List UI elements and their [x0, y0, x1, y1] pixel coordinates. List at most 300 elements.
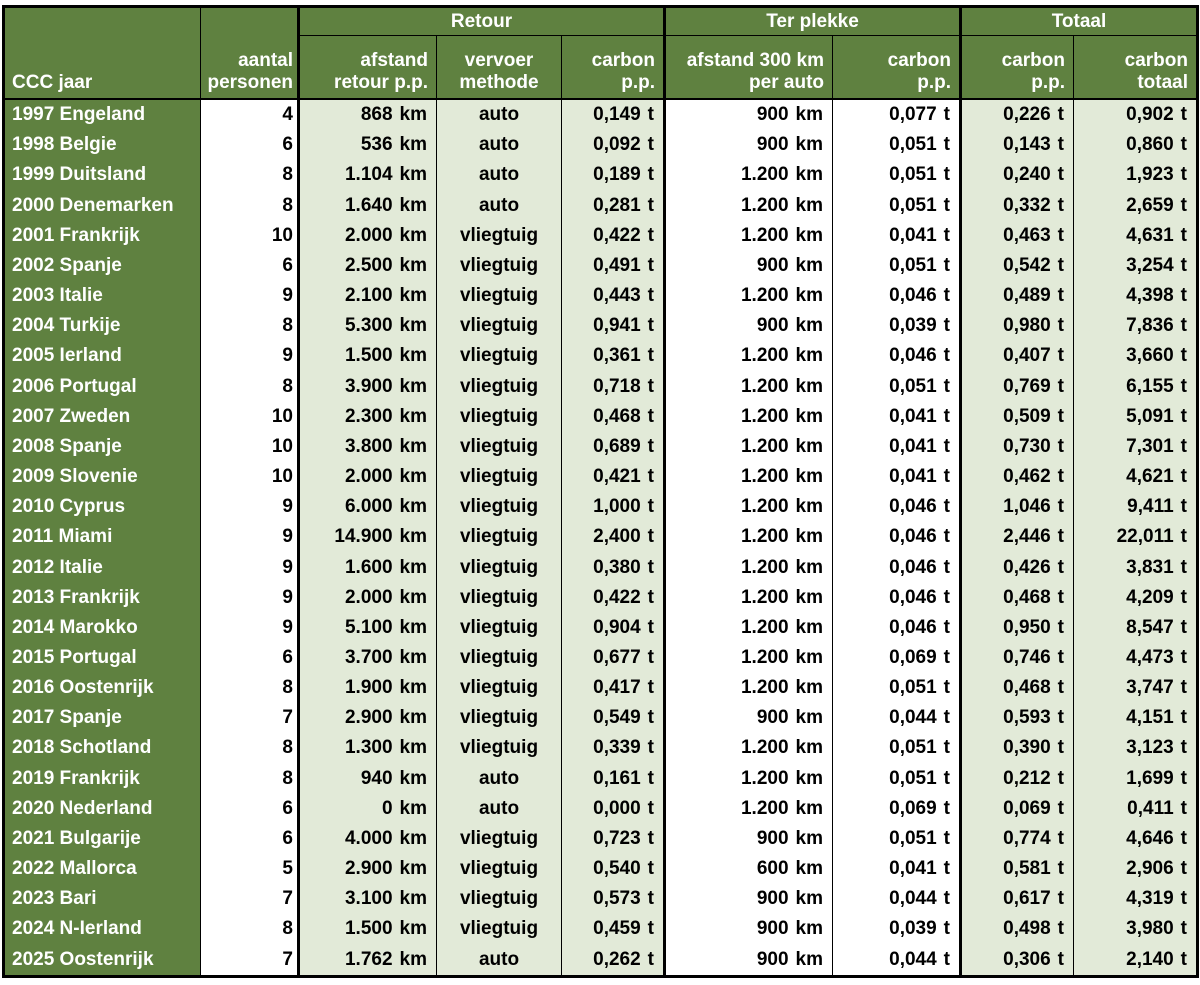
cell-carbon-pp-totaal[interactable]: [959, 643, 1073, 673]
cell-carbon-totaal[interactable]: [1073, 884, 1196, 914]
header-carbon-ter-plekke[interactable]: [832, 36, 959, 100]
cell-ccc-jaar[interactable]: 2005 Ierland: [5, 341, 200, 371]
cell-afstand-retour[interactable]: [297, 884, 436, 914]
cell-vervoer-methode[interactable]: auto: [436, 944, 561, 974]
cell-carbon-ter-plekke[interactable]: [832, 673, 959, 703]
cell-carbon-pp-totaal[interactable]: [959, 733, 1073, 763]
cell-carbon-totaal[interactable]: [1073, 914, 1196, 944]
cell-afstand-ter-plekke[interactable]: [663, 583, 832, 613]
cell-carbon-totaal[interactable]: [1073, 552, 1196, 582]
cell-carbon-ter-plekke[interactable]: [832, 824, 959, 854]
cell-afstand-ter-plekke[interactable]: [663, 914, 832, 944]
cell-carbon-retour[interactable]: [561, 100, 663, 130]
cell-vervoer-methode[interactable]: vliegtuig: [436, 703, 561, 733]
cell-ccc-jaar[interactable]: 2015 Portugal: [5, 643, 200, 673]
cell-afstand-retour[interactable]: [297, 190, 436, 220]
cell-afstand-ter-plekke[interactable]: [663, 854, 832, 884]
cell-afstand-ter-plekke[interactable]: [663, 462, 832, 492]
cell-carbon-retour[interactable]: [561, 311, 663, 341]
cell-afstand-ter-plekke[interactable]: [663, 190, 832, 220]
header-aantal-personen[interactable]: [200, 8, 297, 100]
cell-vervoer-methode[interactable]: auto: [436, 160, 561, 190]
cell-aantal-personen[interactable]: 9: [200, 341, 297, 371]
cell-ccc-jaar[interactable]: 1998 Belgie: [5, 130, 200, 160]
cell-afstand-ter-plekke[interactable]: [663, 341, 832, 371]
cell-ccc-jaar[interactable]: 2016 Oostenrijk: [5, 673, 200, 703]
cell-carbon-ter-plekke[interactable]: [832, 371, 959, 401]
cell-carbon-totaal[interactable]: [1073, 251, 1196, 281]
cell-vervoer-methode[interactable]: vliegtuig: [436, 281, 561, 311]
cell-vervoer-methode[interactable]: vliegtuig: [436, 341, 561, 371]
cell-carbon-retour[interactable]: [561, 492, 663, 522]
cell-vervoer-methode[interactable]: vliegtuig: [436, 673, 561, 703]
cell-carbon-pp-totaal[interactable]: [959, 190, 1073, 220]
cell-ccc-jaar[interactable]: 2007 Zweden: [5, 402, 200, 432]
cell-carbon-totaal[interactable]: [1073, 583, 1196, 613]
cell-carbon-totaal[interactable]: [1073, 402, 1196, 432]
cell-afstand-retour[interactable]: [297, 944, 436, 974]
cell-aantal-personen[interactable]: 6: [200, 251, 297, 281]
cell-carbon-ter-plekke[interactable]: [832, 160, 959, 190]
cell-carbon-ter-plekke[interactable]: [832, 432, 959, 462]
cell-carbon-pp-totaal[interactable]: [959, 583, 1073, 613]
cell-vervoer-methode[interactable]: vliegtuig: [436, 854, 561, 884]
cell-afstand-retour[interactable]: [297, 824, 436, 854]
value: 2,446: [1003, 526, 1051, 548]
cell-vervoer-methode[interactable]: vliegtuig: [436, 643, 561, 673]
cell-ccc-jaar[interactable]: 2006 Portugal: [5, 371, 200, 401]
cell-afstand-ter-plekke[interactable]: [663, 763, 832, 793]
unit-label: t: [943, 285, 950, 307]
header-carbon-retour[interactable]: [561, 36, 663, 100]
cell-carbon-ter-plekke[interactable]: [832, 100, 959, 130]
cell-carbon-retour[interactable]: [561, 522, 663, 552]
cell-carbon-retour[interactable]: [561, 341, 663, 371]
cell-aantal-personen[interactable]: 10: [200, 462, 297, 492]
cell-afstand-ter-plekke[interactable]: [663, 673, 832, 703]
header-carbon-pp-totaal[interactable]: [959, 36, 1073, 100]
cell-ccc-jaar[interactable]: 2014 Marokko: [5, 613, 200, 643]
cell-vervoer-methode[interactable]: vliegtuig: [436, 311, 561, 341]
cell-vervoer-methode[interactable]: vliegtuig: [436, 914, 561, 944]
group-header-totaal[interactable]: Totaal: [959, 8, 1196, 36]
cell-aantal-personen[interactable]: 6: [200, 824, 297, 854]
cell-ccc-jaar[interactable]: 2012 Italie: [5, 552, 200, 582]
header-vervoer-methode[interactable]: [436, 36, 561, 100]
cell-afstand-retour[interactable]: [297, 371, 436, 401]
cell-ccc-jaar[interactable]: 2018 Schotland: [5, 733, 200, 763]
cell-carbon-totaal[interactable]: [1073, 824, 1196, 854]
cell-afstand-ter-plekke[interactable]: [663, 100, 832, 130]
cell-carbon-totaal[interactable]: [1073, 432, 1196, 462]
header-afstand-ter-plekke-line2: per auto: [749, 72, 824, 94]
cell-carbon-retour[interactable]: [561, 371, 663, 401]
cell-carbon-pp-totaal[interactable]: [959, 884, 1073, 914]
cell-carbon-retour[interactable]: [561, 462, 663, 492]
cell-afstand-retour[interactable]: [297, 552, 436, 582]
cell-afstand-retour[interactable]: [297, 613, 436, 643]
cell-aantal-personen[interactable]: 9: [200, 613, 297, 643]
cell-ccc-jaar[interactable]: 2019 Frankrijk: [5, 763, 200, 793]
group-header-ter-plekke[interactable]: Ter plekke: [663, 8, 959, 36]
header-carbon-totaal[interactable]: [1073, 36, 1196, 100]
cell-afstand-ter-plekke[interactable]: [663, 794, 832, 824]
cell-carbon-ter-plekke[interactable]: [832, 462, 959, 492]
cell-carbon-retour[interactable]: [561, 854, 663, 884]
cell-aantal-personen[interactable]: 7: [200, 944, 297, 974]
cell-aantal-personen[interactable]: 6: [200, 794, 297, 824]
cell-afstand-retour[interactable]: [297, 673, 436, 703]
cell-carbon-retour[interactable]: [561, 944, 663, 974]
cell-afstand-ter-plekke[interactable]: [663, 824, 832, 854]
cell-ccc-jaar[interactable]: 2022 Mallorca: [5, 854, 200, 884]
cell-afstand-retour[interactable]: [297, 130, 436, 160]
cell-ccc-jaar[interactable]: 2020 Nederland: [5, 794, 200, 824]
cell-vervoer-methode[interactable]: vliegtuig: [436, 613, 561, 643]
cell-aantal-personen[interactable]: 10: [200, 402, 297, 432]
cell-afstand-ter-plekke[interactable]: [663, 703, 832, 733]
cell-afstand-retour[interactable]: [297, 733, 436, 763]
cell-carbon-retour[interactable]: [561, 552, 663, 582]
value: 1.200: [740, 646, 789, 668]
cell-carbon-pp-totaal[interactable]: [959, 492, 1073, 522]
cell-carbon-retour[interactable]: [561, 703, 663, 733]
cell-carbon-retour[interactable]: [561, 794, 663, 824]
cell-carbon-ter-plekke[interactable]: [832, 914, 959, 944]
header-afstand-retour[interactable]: [297, 36, 436, 100]
cell-carbon-ter-plekke[interactable]: [832, 221, 959, 251]
value: 0,212: [1003, 767, 1051, 789]
cell-vervoer-methode[interactable]: vliegtuig: [436, 522, 561, 552]
cell-aantal-personen[interactable]: 6: [200, 130, 297, 160]
cell-afstand-retour[interactable]: [297, 160, 436, 190]
cell-aantal-personen[interactable]: 8: [200, 371, 297, 401]
cell-carbon-retour[interactable]: [561, 583, 663, 613]
cell-carbon-ter-plekke[interactable]: [832, 552, 959, 582]
cell-carbon-pp-totaal[interactable]: [959, 914, 1073, 944]
value: 4,319: [1126, 888, 1174, 910]
cell-afstand-retour[interactable]: [297, 643, 436, 673]
cell-afstand-ter-plekke[interactable]: [663, 492, 832, 522]
cell-ccc-jaar[interactable]: 2017 Spanje: [5, 703, 200, 733]
cell-ccc-jaar[interactable]: 2002 Spanje: [5, 251, 200, 281]
cell-ccc-jaar[interactable]: 2010 Cyprus: [5, 492, 200, 522]
cell-ccc-jaar[interactable]: 2013 Frankrijk: [5, 583, 200, 613]
cell-aantal-personen[interactable]: 7: [200, 884, 297, 914]
cell-carbon-ter-plekke[interactable]: [832, 854, 959, 884]
cell-carbon-totaal[interactable]: [1073, 160, 1196, 190]
cell-carbon-retour[interactable]: [561, 130, 663, 160]
cell-carbon-ter-plekke[interactable]: [832, 643, 959, 673]
cell-aantal-personen[interactable]: 4: [200, 100, 297, 130]
cell-carbon-pp-totaal[interactable]: [959, 341, 1073, 371]
cell-afstand-retour[interactable]: [297, 311, 436, 341]
cell-carbon-totaal[interactable]: [1073, 371, 1196, 401]
cell-carbon-retour[interactable]: [561, 281, 663, 311]
cell-vervoer-methode[interactable]: vliegtuig: [436, 733, 561, 763]
cell-afstand-retour[interactable]: [297, 763, 436, 793]
cell-vervoer-methode[interactable]: vliegtuig: [436, 583, 561, 613]
cell-carbon-pp-totaal[interactable]: [959, 100, 1073, 130]
cell-carbon-ter-plekke[interactable]: [832, 763, 959, 793]
cell-afstand-retour[interactable]: [297, 794, 436, 824]
cell-carbon-pp-totaal[interactable]: [959, 311, 1073, 341]
header-ccc-jaar[interactable]: CCC jaar: [5, 8, 200, 100]
cell-carbon-ter-plekke[interactable]: [832, 733, 959, 763]
cell-carbon-pp-totaal[interactable]: [959, 281, 1073, 311]
cell-afstand-retour[interactable]: [297, 100, 436, 130]
cell-carbon-totaal[interactable]: [1073, 763, 1196, 793]
cell-afstand-ter-plekke[interactable]: [663, 311, 832, 341]
cell-aantal-personen[interactable]: 8: [200, 733, 297, 763]
cell-ccc-jaar[interactable]: 2024 N-Ierland: [5, 914, 200, 944]
cell-carbon-totaal[interactable]: [1073, 100, 1196, 130]
cell-afstand-ter-plekke[interactable]: [663, 402, 832, 432]
cell-aantal-personen[interactable]: 8: [200, 763, 297, 793]
cell-ccc-jaar[interactable]: 1997 Engeland: [5, 100, 200, 130]
cell-carbon-totaal[interactable]: [1073, 703, 1196, 733]
cell-carbon-retour[interactable]: [561, 763, 663, 793]
header-afstand-ter-plekke[interactable]: [663, 36, 832, 100]
value: 0,904: [593, 616, 641, 638]
cell-ccc-jaar[interactable]: 2009 Slovenie: [5, 462, 200, 492]
cell-ccc-jaar[interactable]: 2008 Spanje: [5, 432, 200, 462]
unit-label: t: [647, 526, 654, 548]
cell-carbon-ter-plekke[interactable]: [832, 251, 959, 281]
cell-carbon-totaal[interactable]: [1073, 190, 1196, 220]
cell-aantal-personen[interactable]: 9: [200, 522, 297, 552]
unit-label: t: [943, 948, 950, 970]
cell-afstand-retour[interactable]: [297, 341, 436, 371]
cell-vervoer-methode[interactable]: vliegtuig: [436, 552, 561, 582]
header-aantal-line2: personen: [207, 72, 293, 94]
cell-aantal-personen[interactable]: 9: [200, 281, 297, 311]
cell-carbon-ter-plekke[interactable]: [832, 703, 959, 733]
cell-carbon-retour[interactable]: [561, 914, 663, 944]
unit-label: t: [1057, 164, 1064, 186]
cell-carbon-retour[interactable]: [561, 824, 663, 854]
cell-afstand-retour[interactable]: [297, 281, 436, 311]
cell-aantal-personen[interactable]: 9: [200, 492, 297, 522]
cell-ccc-jaar[interactable]: 2025 Oostenrijk: [5, 944, 200, 974]
cell-aantal-personen[interactable]: 5: [200, 854, 297, 884]
cell-carbon-totaal[interactable]: [1073, 643, 1196, 673]
unit-label: t: [943, 405, 950, 427]
cell-carbon-ter-plekke[interactable]: [832, 794, 959, 824]
cell-afstand-retour[interactable]: [297, 914, 436, 944]
cell-carbon-retour[interactable]: [561, 613, 663, 643]
cell-aantal-personen[interactable]: 8: [200, 914, 297, 944]
cell-afstand-retour[interactable]: [297, 854, 436, 884]
cell-aantal-personen[interactable]: 8: [200, 673, 297, 703]
cell-carbon-pp-totaal[interactable]: [959, 944, 1073, 974]
unit-label: t: [1057, 375, 1064, 397]
cell-afstand-retour[interactable]: [297, 522, 436, 552]
cell-vervoer-methode[interactable]: vliegtuig: [436, 432, 561, 462]
cell-carbon-ter-plekke[interactable]: [832, 944, 959, 974]
cell-carbon-pp-totaal[interactable]: [959, 854, 1073, 884]
cell-aantal-personen[interactable]: 8: [200, 311, 297, 341]
cell-afstand-ter-plekke[interactable]: [663, 613, 832, 643]
unit-label: km: [795, 616, 823, 638]
cell-carbon-retour[interactable]: [561, 402, 663, 432]
cell-aantal-personen[interactable]: 9: [200, 552, 297, 582]
cell-carbon-ter-plekke[interactable]: [832, 583, 959, 613]
cell-afstand-retour[interactable]: [297, 221, 436, 251]
cell-carbon-totaal[interactable]: [1073, 281, 1196, 311]
cell-carbon-totaal[interactable]: [1073, 341, 1196, 371]
cell-afstand-retour[interactable]: [297, 462, 436, 492]
cell-carbon-retour[interactable]: [561, 160, 663, 190]
unit-label: t: [1180, 285, 1187, 307]
cell-carbon-ter-plekke[interactable]: [832, 402, 959, 432]
cell-carbon-totaal[interactable]: [1073, 221, 1196, 251]
cell-vervoer-methode[interactable]: vliegtuig: [436, 251, 561, 281]
cell-carbon-pp-totaal[interactable]: [959, 402, 1073, 432]
cell-afstand-retour[interactable]: [297, 251, 436, 281]
unit-label: t: [1180, 466, 1187, 488]
cell-carbon-ter-plekke[interactable]: [832, 341, 959, 371]
cell-aantal-personen[interactable]: 10: [200, 432, 297, 462]
cell-aantal-personen[interactable]: 8: [200, 190, 297, 220]
unit-label: t: [1057, 285, 1064, 307]
cell-carbon-retour[interactable]: [561, 190, 663, 220]
cell-carbon-pp-totaal[interactable]: [959, 371, 1073, 401]
cell-afstand-ter-plekke[interactable]: [663, 160, 832, 190]
cell-vervoer-methode[interactable]: vliegtuig: [436, 221, 561, 251]
cell-carbon-totaal[interactable]: [1073, 130, 1196, 160]
cell-afstand-retour[interactable]: [297, 703, 436, 733]
cell-carbon-ter-plekke[interactable]: [832, 281, 959, 311]
cell-afstand-retour[interactable]: [297, 402, 436, 432]
cell-ccc-jaar[interactable]: 1999 Duitsland: [5, 160, 200, 190]
cell-afstand-ter-plekke[interactable]: [663, 281, 832, 311]
cell-carbon-pp-totaal[interactable]: [959, 251, 1073, 281]
cell-carbon-ter-plekke[interactable]: [832, 613, 959, 643]
cell-ccc-jaar[interactable]: 2000 Denemarken: [5, 190, 200, 220]
cell-carbon-totaal[interactable]: [1073, 462, 1196, 492]
cell-carbon-pp-totaal[interactable]: [959, 130, 1073, 160]
cell-carbon-retour[interactable]: [561, 884, 663, 914]
unit-label: t: [647, 435, 654, 457]
cell-afstand-retour[interactable]: [297, 432, 436, 462]
cell-carbon-ter-plekke[interactable]: [832, 190, 959, 220]
cell-carbon-pp-totaal[interactable]: [959, 432, 1073, 462]
cell-afstand-ter-plekke[interactable]: [663, 944, 832, 974]
cell-vervoer-methode[interactable]: auto: [436, 190, 561, 220]
cell-ccc-jaar[interactable]: 2023 Bari: [5, 884, 200, 914]
cell-afstand-ter-plekke[interactable]: [663, 884, 832, 914]
cell-afstand-ter-plekke[interactable]: [663, 432, 832, 462]
cell-afstand-retour[interactable]: [297, 492, 436, 522]
cell-carbon-pp-totaal[interactable]: [959, 613, 1073, 643]
cell-carbon-pp-totaal[interactable]: [959, 552, 1073, 582]
cell-aantal-personen[interactable]: 8: [200, 160, 297, 190]
cell-ccc-jaar[interactable]: 2021 Bulgarije: [5, 824, 200, 854]
unit-label: t: [943, 797, 950, 819]
unit-label: t: [1057, 616, 1064, 638]
cell-carbon-totaal[interactable]: [1073, 673, 1196, 703]
cell-carbon-retour[interactable]: [561, 432, 663, 462]
cell-carbon-ter-plekke[interactable]: [832, 130, 959, 160]
cell-vervoer-methode[interactable]: vliegtuig: [436, 462, 561, 492]
cell-carbon-totaal[interactable]: [1073, 522, 1196, 552]
cell-carbon-pp-totaal[interactable]: [959, 221, 1073, 251]
cell-vervoer-methode[interactable]: vliegtuig: [436, 492, 561, 522]
cell-carbon-pp-totaal[interactable]: [959, 763, 1073, 793]
cell-vervoer-methode[interactable]: auto: [436, 130, 561, 160]
cell-carbon-retour[interactable]: [561, 643, 663, 673]
unit-label: t: [647, 345, 654, 367]
unit-label: t: [943, 466, 950, 488]
cell-afstand-ter-plekke[interactable]: [663, 733, 832, 763]
cell-afstand-ter-plekke[interactable]: [663, 522, 832, 552]
cell-ccc-jaar[interactable]: 2003 Italie: [5, 281, 200, 311]
cell-vervoer-methode[interactable]: vliegtuig: [436, 824, 561, 854]
cell-carbon-ter-plekke[interactable]: [832, 492, 959, 522]
cell-carbon-pp-totaal[interactable]: [959, 794, 1073, 824]
cell-carbon-totaal[interactable]: [1073, 794, 1196, 824]
cell-vervoer-methode[interactable]: vliegtuig: [436, 402, 561, 432]
cell-carbon-retour[interactable]: [561, 673, 663, 703]
cell-carbon-totaal[interactable]: [1073, 311, 1196, 341]
cell-carbon-retour[interactable]: [561, 733, 663, 763]
cell-carbon-totaal[interactable]: [1073, 733, 1196, 763]
cell-carbon-pp-totaal[interactable]: [959, 462, 1073, 492]
value: 2,400: [593, 526, 641, 548]
cell-vervoer-methode[interactable]: auto: [436, 794, 561, 824]
cell-ccc-jaar[interactable]: 2011 Miami: [5, 522, 200, 552]
cell-vervoer-methode[interactable]: vliegtuig: [436, 371, 561, 401]
cell-carbon-pp-totaal[interactable]: [959, 160, 1073, 190]
cell-carbon-totaal[interactable]: [1073, 944, 1196, 974]
unit-label: t: [943, 888, 950, 910]
cell-carbon-totaal[interactable]: [1073, 613, 1196, 643]
cell-vervoer-methode[interactable]: auto: [436, 100, 561, 130]
value: 940: [360, 767, 393, 789]
header-carbon-pp-totaal-line2: p.p.: [1031, 72, 1065, 94]
group-header-retour[interactable]: Retour: [297, 8, 663, 36]
cell-aantal-personen[interactable]: 9: [200, 583, 297, 613]
cell-vervoer-methode[interactable]: vliegtuig: [436, 884, 561, 914]
cell-afstand-retour[interactable]: [297, 583, 436, 613]
cell-afstand-ter-plekke[interactable]: [663, 130, 832, 160]
cell-carbon-totaal[interactable]: [1073, 492, 1196, 522]
cell-carbon-retour[interactable]: [561, 251, 663, 281]
cell-afstand-ter-plekke[interactable]: [663, 251, 832, 281]
cell-carbon-pp-totaal[interactable]: [959, 522, 1073, 552]
cell-aantal-personen[interactable]: 6: [200, 643, 297, 673]
value: 0,046: [889, 556, 937, 578]
cell-carbon-retour[interactable]: [561, 221, 663, 251]
cell-aantal-personen[interactable]: 10: [200, 221, 297, 251]
cell-afstand-ter-plekke[interactable]: [663, 371, 832, 401]
cell-carbon-totaal[interactable]: [1073, 854, 1196, 884]
cell-carbon-ter-plekke[interactable]: [832, 884, 959, 914]
cell-carbon-pp-totaal[interactable]: [959, 703, 1073, 733]
cell-carbon-pp-totaal[interactable]: [959, 824, 1073, 854]
cell-afstand-ter-plekke[interactable]: [663, 221, 832, 251]
cell-aantal-personen[interactable]: 7: [200, 703, 297, 733]
cell-ccc-jaar[interactable]: 2001 Frankrijk: [5, 221, 200, 251]
cell-afstand-ter-plekke[interactable]: [663, 552, 832, 582]
cell-carbon-pp-totaal[interactable]: [959, 673, 1073, 703]
cell-carbon-ter-plekke[interactable]: [832, 311, 959, 341]
cell-afstand-ter-plekke[interactable]: [663, 643, 832, 673]
cell-vervoer-methode[interactable]: auto: [436, 763, 561, 793]
cell-carbon-ter-plekke[interactable]: [832, 522, 959, 552]
cell-ccc-jaar[interactable]: 2004 Turkije: [5, 311, 200, 341]
